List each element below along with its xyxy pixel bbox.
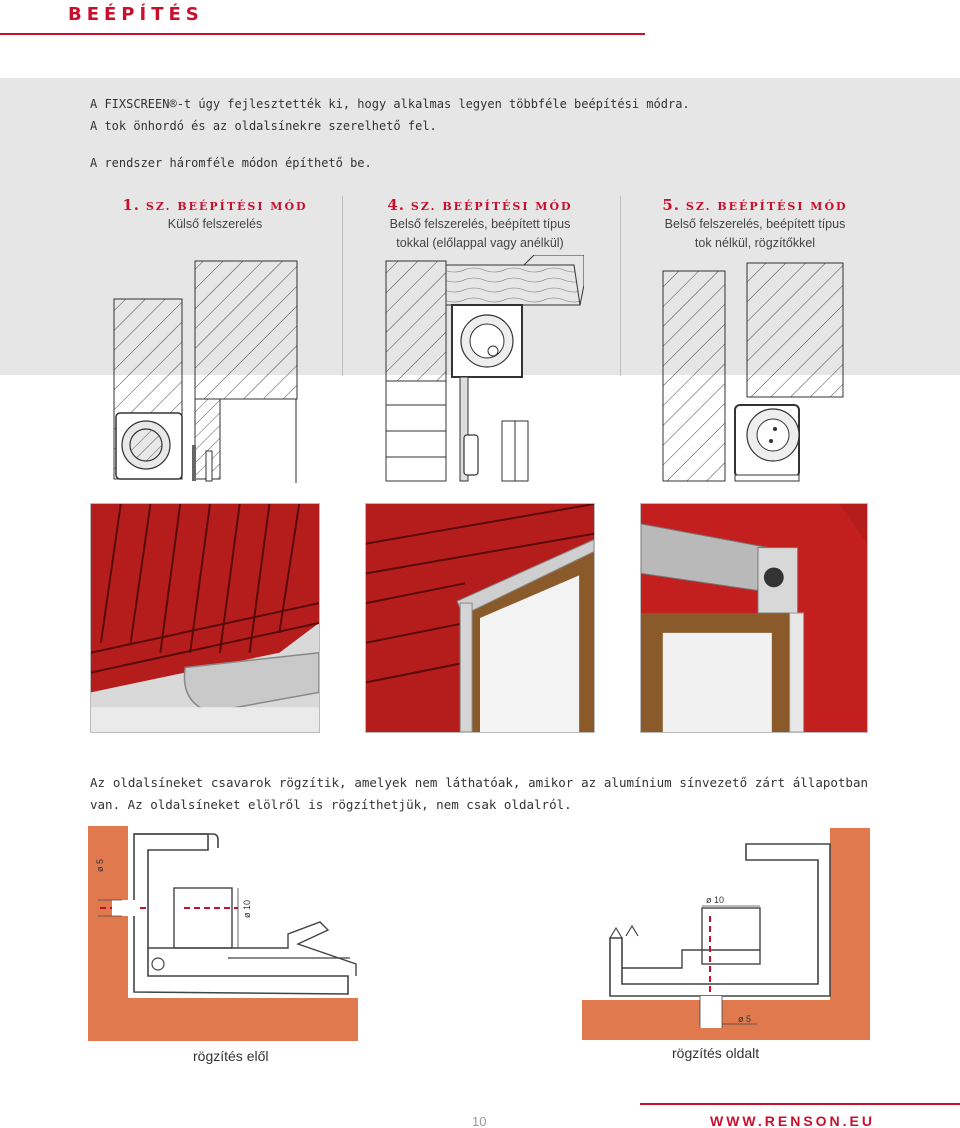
mode-5-desc-2: tok nélkül, rögzítőkkel [694,236,816,250]
intro-line-1: A FIXSCREEN®-t úgy fejlesztették ki, hogy alkalmas legyen többféle beépítési módra. [90,97,690,111]
front-diameter-10: ø 10 [242,899,252,918]
mode-1 [110,196,320,234]
mode-4-heading [370,196,590,214]
mode-5-heading [645,196,865,214]
page-title: BEÉPÍTÉS [68,4,204,25]
footer-rule [640,1103,960,1105]
mode-5-label: SZ. BEÉPÍTÉSI MÓD [685,200,848,213]
drawing-mode-5 [655,255,855,485]
mode-5-desc-1: Belső felszerelés, beépített típus [664,217,846,231]
mode-1-desc: Külső felszerelés [167,217,263,231]
mode-5-number: 5. [662,196,681,214]
front-diameter-5: ø 5 [95,858,105,872]
mode-1-number: 1. [122,196,141,214]
mode-4-desc-1: Belső felszerelés, beépített típus [389,217,571,231]
column-divider-1 [342,196,343,376]
intro-line-2: A tok önhordó és az oldalsínekre szerelhető fel. [90,119,437,133]
side-diameter-5: ø 5 [738,1014,752,1024]
caption-front-fixing: rögzítés elől [193,1048,269,1064]
mode-1-heading [110,196,320,214]
drawing-mode-1 [110,255,300,485]
website-link[interactable]: WWW.RENSON.EU [710,1113,875,1128]
caption-side-fixing: rögzítés oldalt [672,1045,760,1061]
mode-4-label: SZ. BEÉPÍTÉSI MÓD [410,200,573,213]
side-diameter-10: ø 10 [706,895,725,905]
detail-front-fixing [88,826,373,1041]
mode-4-desc-2: tokkal (előlappal vagy anélkül) [396,236,564,250]
column-divider-2 [620,196,621,376]
photo-mode-1 [90,503,320,733]
fixing-paragraph: Az oldalsíneket csavarok rögzítik, amelyek nem láthatóak, amikor az alumínium sínvezető zárt állapotban van. Az oldalsíneket elölről is rögzíthetjük, nem csak oldalról. [90,775,868,812]
detail-side-fixing [582,828,870,1040]
mode-1-label: SZ. BEÉPÍTÉSI MÓD [145,200,308,213]
header-rule [0,33,645,35]
photo-mode-4 [365,503,595,733]
page-number: 10 [472,1114,487,1128]
mode-5 [645,196,865,253]
mode-4-number: 4. [387,196,406,214]
drawing-mode-4 [384,255,584,485]
mode-4 [370,196,590,253]
intro-line-3: A rendszer háromféle módon építhető be. [90,156,372,170]
photo-mode-5 [640,503,868,733]
